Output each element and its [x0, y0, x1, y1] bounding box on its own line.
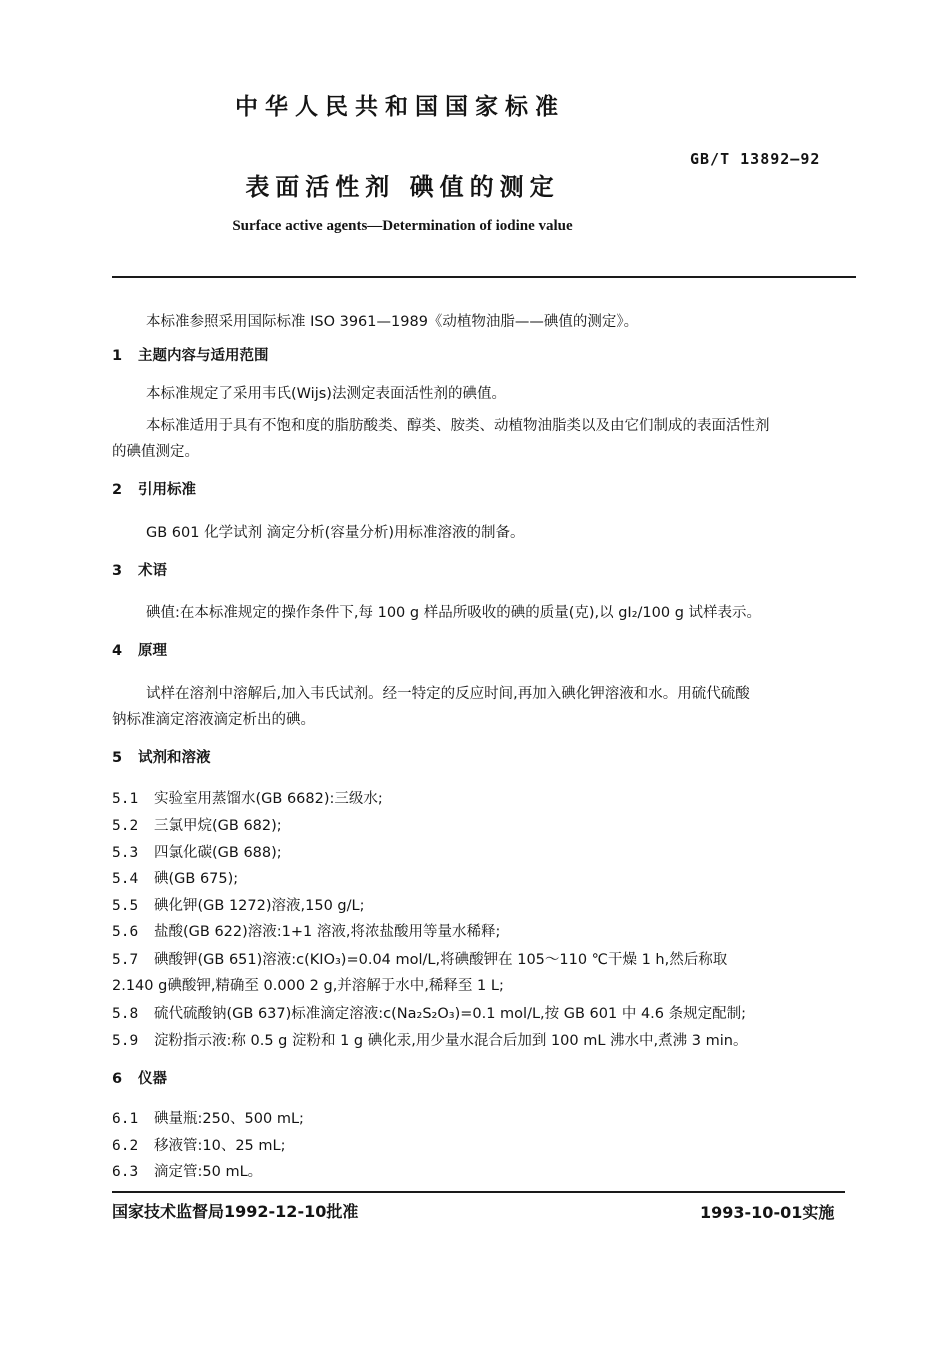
section-5-heading: [112, 748, 211, 768]
section-4-paragraph-1: 试样在溶剂中溶解后,加入韦氏试剂。经一特定的反应时间,再加入碘化钾溶液和水。用硫代硫酸: [146, 686, 750, 702]
footer-divider: [112, 1191, 845, 1193]
section-number: 1: [112, 348, 123, 364]
item-number: 5.4: [112, 871, 139, 887]
item-text: 硫代硫酸钠(GB 637)标准滴定溶液:c(Na₂S₂O₃)=0.1 mol/L,按 GB 601 中 4.6 条规定配制;: [154, 1006, 747, 1022]
standard-code: GB/T 13892—92: [690, 150, 821, 168]
section-4-heading: [112, 641, 167, 661]
section-3-heading: [112, 561, 167, 581]
reagent-item-cont: 2.140 g碘酸钾,精确至 0.000 2 g,并溶解于水中,稀释至 1 L;: [112, 978, 504, 994]
item-text: 移液管:10、25 mL;: [154, 1138, 286, 1154]
item-number: 5.9: [112, 1033, 139, 1049]
approval-note: 国家技术监督局1992-12-10批准: [112, 1202, 359, 1221]
section-1-paragraph-2: 本标准适用于具有不饱和度的脂肪酸类、醇类、胺类、动植物油脂类以及由它们制成的表面活性剂: [146, 418, 770, 434]
item-text: 碘(GB 675);: [154, 871, 239, 887]
section-title: 原理: [138, 643, 167, 659]
document-title-en: Surface active agents—Determination of iodine value: [232, 218, 573, 234]
apparatus-item: [112, 1136, 285, 1156]
item-number: 6.1: [112, 1111, 139, 1127]
reagent-item: [112, 816, 282, 836]
item-number: 5.1: [112, 791, 139, 807]
apparatus-item: [112, 1109, 304, 1129]
reagent-item: [112, 896, 364, 916]
item-number: 5.7: [112, 952, 139, 968]
item-number: 6.2: [112, 1138, 139, 1154]
section-2-paragraph-1: GB 601 化学试剂 滴定分析(容量分析)用标准溶液的制备。: [146, 525, 525, 541]
item-text: 实验室用蒸馏水(GB 6682):三级水;: [154, 791, 383, 807]
header-divider: [112, 276, 856, 278]
reagent-item: [112, 789, 383, 809]
reagent-item: [112, 869, 238, 889]
item-number: 5.5: [112, 898, 139, 914]
section-title: 试剂和溶液: [138, 750, 211, 766]
section-3-paragraph-1: 碘值:在本标准规定的操作条件下,每 100 g 样品所吸收的碘的质量(克),以 gI₂/100 g 试样表示。: [146, 605, 762, 621]
section-number: 4: [112, 643, 123, 659]
item-text: 四氯化碳(GB 688);: [154, 845, 282, 861]
reagent-item: [112, 843, 282, 863]
effective-date: 1993-10-01实施: [700, 1203, 835, 1222]
reagent-item: [112, 922, 500, 942]
item-number: 5.6: [112, 924, 139, 940]
apparatus-item: [112, 1162, 262, 1182]
section-title: 引用标准: [138, 482, 196, 498]
section-4-paragraph-1-cont: 钠标准滴定溶液滴定析出的碘。: [112, 712, 315, 728]
national-standard-heading: 中华人民共和国国家标准: [235, 94, 565, 120]
item-text: 碘化钾(GB 1272)溶液,150 g/L;: [154, 898, 365, 914]
section-number: 2: [112, 482, 123, 498]
document-title-cn: 表面活性剂 碘值的测定: [245, 173, 560, 201]
section-title: 主题内容与适用范围: [138, 348, 269, 364]
reagent-item: [112, 950, 727, 970]
section-1-paragraph-2-cont: 的碘值测定。: [112, 444, 199, 460]
section-title: 术语: [138, 563, 167, 579]
section-number: 5: [112, 750, 123, 766]
item-number: 5.2: [112, 818, 139, 834]
section-number: 6: [112, 1071, 123, 1087]
item-number: 6.3: [112, 1164, 139, 1180]
reagent-item: [112, 1004, 746, 1024]
item-number: 5.3: [112, 845, 139, 861]
section-1-paragraph-1: 本标准规定了采用韦氏(Wijs)法测定表面活性剂的碘值。: [146, 386, 506, 402]
intro-paragraph: 本标准参照采用国际标准 ISO 3961—1989《动植物油脂——碘值的测定》。: [146, 314, 639, 330]
section-title: 仪器: [138, 1071, 167, 1087]
reagent-item: [112, 1031, 747, 1051]
item-text: 滴定管:50 mL。: [154, 1164, 263, 1180]
item-text: 碘酸钾(GB 651)溶液:c(KIO₃)=0.04 mol/L,将碘酸钾在 105～110 ℃干燥 1 h,然后称取: [154, 952, 728, 968]
item-text: 碘量瓶:250、500 mL;: [154, 1111, 304, 1127]
section-1-heading: [112, 346, 269, 366]
section-2-heading: [112, 480, 196, 500]
item-text: 淀粉指示液:称 0.5 g 淀粉和 1 g 碘化汞,用少量水混合后加到 100 mL 沸水中,煮沸 3 min。: [154, 1033, 748, 1049]
section-6-heading: [112, 1069, 167, 1089]
item-number: 5.8: [112, 1006, 139, 1022]
section-number: 3: [112, 563, 123, 579]
item-text: 盐酸(GB 622)溶液:1+1 溶液,将浓盐酸用等量水稀释;: [154, 924, 501, 940]
item-text: 三氯甲烷(GB 682);: [154, 818, 282, 834]
